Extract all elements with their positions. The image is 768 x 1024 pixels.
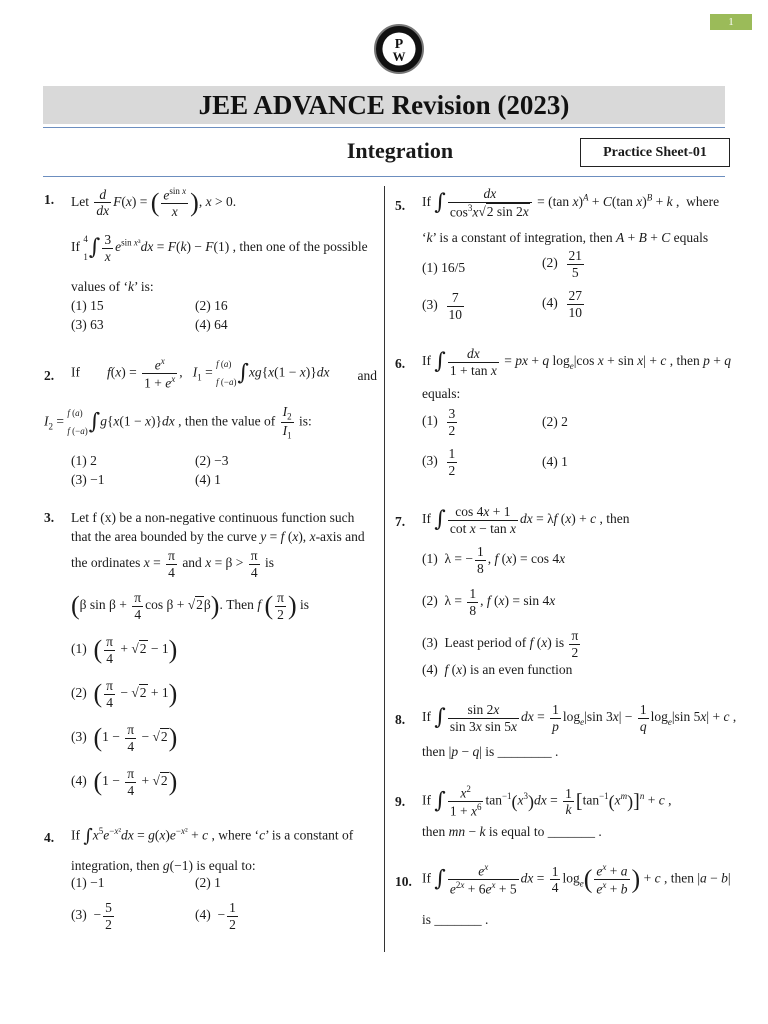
option-4: (4) 1 [542,454,568,469]
option-3: (3) $\frac{7}{10}$ [422,290,462,322]
option-1: (1) −1 [71,875,105,890]
question-7 [395,504,730,684]
question-text: is _______ . [422,912,489,927]
question-number: 4. [44,830,55,845]
question-2 [44,356,379,490]
question-text: then |p − q| is ________ . [422,744,559,759]
option-4: (4) f (x) is an even function [422,662,573,677]
question-text: If ∫ $\frac{e^x}{e^{2x} + 6e^x + 5}$ dx = $\frac{1}{4}$ $\log_e$( $\frac{e^x + a}{e^x + b}$ ) + c , then |a − b| [422,862,731,897]
question-text: If ∫ $\frac{\cos 4x + 1}{\text{cot x − tan x}}$ dx = λf (x) + c , then [422,504,630,536]
question-text: integration, then g(−1) is equal to: [71,858,256,873]
option-3: (3) − $\frac{5}{2}$ [71,900,112,932]
question-6 [395,348,730,488]
question-1 [44,186,379,342]
subject-rule [43,176,725,177]
option-4: (4) 1 [195,472,221,487]
logo-letter-p: P [394,36,404,52]
option-3: (3) Least period of f (x) is $\frac{\pi}{2}$ [422,628,579,660]
option-4: (4) 64 [195,317,228,332]
question-number: 3. [44,510,55,525]
question-number: 8. [395,712,406,727]
question-9 [395,784,730,854]
option-2: (2) $\frac{21}{5}$ [542,248,582,280]
question-number: 6. [395,356,406,371]
question-10 [395,862,730,932]
column-divider [384,186,385,952]
question-number: 2. [44,368,55,383]
question-text: (β sin β + $\frac{\pi}{4}$ cos β + √2β). Then f ( $\frac{\pi}{2}$ ) is [71,590,310,622]
question-text: If f(x) = $\frac{e^x}{1 + e^x}$ , $I_1$ = f (a) f (−a) ∫xg{x(1 − x)}dx and [71,356,377,391]
question-text: values of ‘k’ is: [71,279,154,294]
option-2: (2) λ = $\frac{1}{8}$ , f (x) = sin 4x [422,586,556,618]
question-text: If ∫ $\frac{x^2}{1 + x^6}$ $\tan^{-1}(x^3)dx$ = $\frac{1}{k}$ $[\tan^{-1}(x^m)]^n + c$ , [422,784,672,819]
question-text: If $\int x^5e^{-x^2}dx = g(x)e^{-x^2} + c$ , where ‘c’ is a constant of [71,825,354,847]
question-3 [44,510,379,810]
question-text: Let f (x) be a non-negative continuous function such [71,510,355,525]
option-1: (1) 16/5 [422,260,466,275]
title-rule [43,127,725,128]
option-3: (3) −1 [71,472,105,487]
option-3: (3) 63 [71,317,104,332]
question-text: $I_2$ = f (a) f (−a) ∫g{x(1 − x)}dx , then the value of $\frac{I_2}{I_1}$ is: [44,404,312,441]
question-number: 5. [395,198,406,213]
question-number: 7. [395,514,406,529]
logo-letter-w: W [392,49,406,64]
question-number: 9. [395,794,406,809]
option-2: (2) 2 [542,414,568,429]
option-2: (2) 16 [195,298,228,313]
question-text: If 4 1 ∫ $\frac{3}{x}$ $e^{sin x^3}dx = F(k) - F(1)$ , then one of the possible [71,232,368,264]
question-text: ‘k’ is a constant of integration, then A + B + C equals [422,230,709,245]
question-5 [395,186,730,340]
question-8 [395,702,737,772]
option-3: (3) $\frac{1}{2}$ [422,446,456,478]
page-title: JEE ADVANCE Revision (2023) [43,86,725,124]
option-4: (4) − $\frac{1}{2}$ [195,900,236,932]
option-1: (1) ( $\frac{\pi}{4}$ + √2 − 1) [71,634,178,666]
page-number: 1 [710,14,752,30]
question-text: the ordinates x = $\frac{\pi}{4}$ and x = β > $\frac{\pi}{4}$ is [71,548,275,580]
option-1: (1) 15 [71,298,104,313]
question-number: 10. [395,874,412,889]
question-number: 1. [44,192,55,207]
question-text: If ∫ $\frac{dx}{\cos^3x√2 \sin 2x}$ = (tan x)$^A$ + C(tan x)$^B$ + k , where [422,186,720,220]
option-1: (1) 2 [71,453,97,468]
option-1: (1) λ = − $\frac{1}{8}$ , f (x) = cos 4x [422,544,566,576]
option-3: (3) (1 − $\frac{\pi}{4}$ − √2) [71,722,178,754]
question-4 [44,826,379,936]
question-text: If ∫ $\frac{dx}{\text{1 + tan x}}$ = px + q $\log_e|\cos$ x + sin x| + c , then p + q [422,346,731,378]
question-text: then mn − k is equal to _______ . [422,824,602,839]
practice-sheet-label: Practice Sheet-01 [580,138,730,167]
option-2: (2) −3 [195,453,229,468]
question-text: If ∫ $\frac{\sin 2x}{\text{sin 3x sin 5x}}$ dx = $\frac{1}{p}$ $\log_e|\sin$ 3x| − $\frac{1}{q}$ $\log_e|\sin$ 5x| + c , [422,702,737,734]
question-text: Let $\frac{d}{dx}$ F(x) = ( $\frac{e^{sin x}}{x}$ ), x > 0. [71,186,237,220]
pw-logo [374,24,424,74]
option-2: (2) ( $\frac{\pi}{4}$ − √2 + 1) [71,678,178,710]
question-text: equals: [422,386,461,401]
subject-heading: Integration [346,138,454,163]
question-text: that the area bounded by the curve y = f (x), x-axis and [71,529,365,544]
option-1: (1) $\frac{3}{2}$ [422,406,456,438]
option-4: (4) $\frac{27}{10}$ [542,288,582,320]
option-4: (4) (1 − $\frac{\pi}{4}$ + √2) [71,766,178,798]
pw-logo-icon [376,26,422,72]
option-2: (2) 1 [195,875,221,890]
